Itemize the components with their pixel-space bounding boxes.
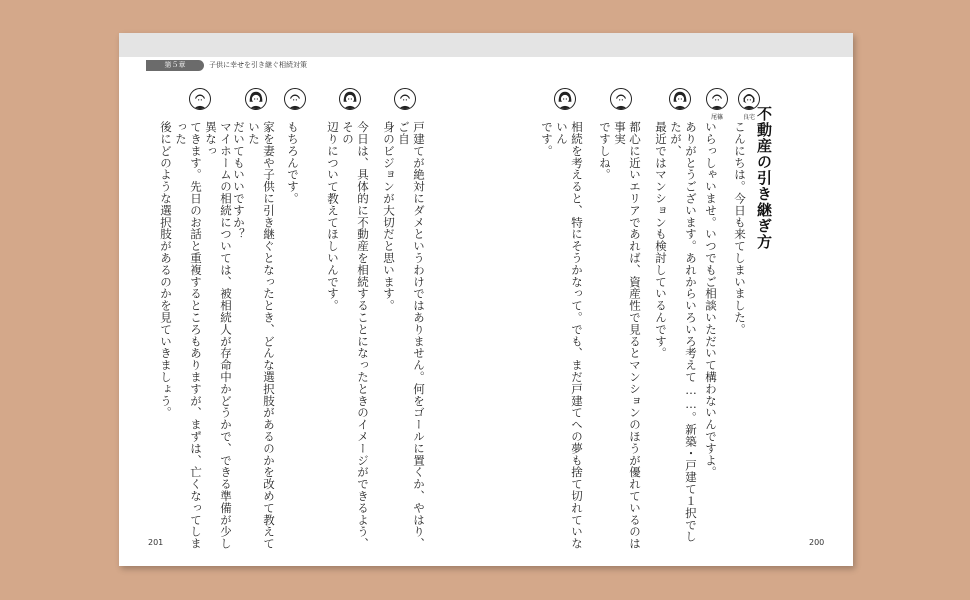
avatar-man	[189, 88, 211, 110]
avatar-woman	[339, 88, 361, 110]
speaker-label: 良宅	[742, 114, 755, 121]
avatar-yoshitaku	[738, 88, 760, 110]
person-icon	[739, 89, 759, 109]
page-number-right: 200	[809, 538, 825, 547]
avatar-woman	[669, 88, 691, 110]
dialogue-line: 家を妻や子供に引き継ぐとなったとき、どんな選択肢があるのかを改めて教えていた だいてもいいですか？	[232, 121, 276, 550]
avatar-man	[610, 88, 632, 110]
avatar-woman2	[245, 88, 267, 110]
speaker-label: 尾篠	[710, 114, 723, 121]
person-icon	[246, 89, 266, 109]
person-icon	[395, 89, 415, 109]
person-icon	[670, 89, 690, 109]
avatar-woman2	[554, 88, 576, 110]
dialogue-line: こんにちは。今日も来てしまいました。	[733, 121, 747, 336]
chapter-title: 子供に幸せを引き継ぐ相続対策	[209, 61, 307, 69]
dialogue-line: 相続を考えると、特にそうかなって。でも、まだ戸建てへの夢も捨て切れていないん です。	[540, 121, 584, 550]
avatar-man	[394, 88, 416, 110]
person-icon	[555, 89, 575, 109]
person-icon	[611, 89, 631, 109]
section-heading: 不動産の引き継ぎ方	[755, 106, 773, 250]
avatar-osaka	[706, 88, 728, 110]
page-number-left: 201	[148, 538, 164, 547]
person-icon	[190, 89, 210, 109]
avatar-man2	[284, 88, 306, 110]
dialogue-line: もちろんです。	[286, 121, 300, 205]
dialogue-line: マイホームの相続については、被相続人が存命中かどうかで、できる準備が少し異なっ てきます。先日のお話と重複するところもありますが、まずは、亡くなってしまった 後にどのような選択肢があるのかを見ていきましょう。	[159, 121, 233, 550]
dialogue-line: 都心に近いエリアであれば、資産性で見るとマンションのほうが優れているのは事実 ですしね。	[598, 121, 642, 550]
dialogue-line: いらっしゃいませ。いつでもご相談いただいて構わないんですよ。	[704, 121, 718, 478]
header-band	[119, 33, 853, 57]
chapter-tab: 第５章	[146, 60, 204, 71]
person-icon	[340, 89, 360, 109]
person-icon	[707, 89, 727, 109]
dialogue-line: ありがとうございます。あれからいろいろ考えて……。新築・戸建て１択でしたが、 最近ではマンションも検討しているんです。	[654, 121, 698, 543]
dialogue-line: 戸建てが絶対にダメというわけではありません。何をゴールに置くか、やはり、ご自 身のビジョンが大切だと思います。	[382, 121, 426, 550]
person-icon	[285, 89, 305, 109]
book-spread	[119, 33, 853, 566]
dialogue-line: 今日は、具体的に不動産を相続することになったときのイメージができるよう、その 辺りについて教えてほしいんです。	[326, 121, 370, 550]
